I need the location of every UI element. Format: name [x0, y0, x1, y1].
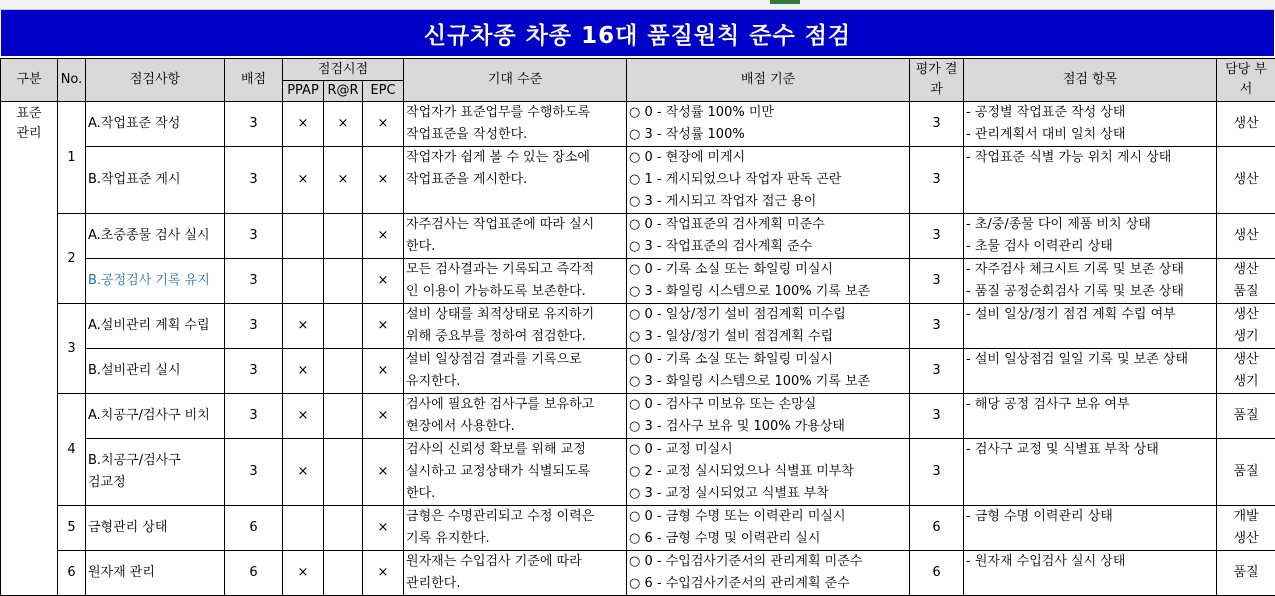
rr-cell[interactable]: × — [324, 147, 363, 214]
scoring-criteria-cell[interactable]: ○ 0 - 교정 미실시 ○ 2 - 교정 실시되었으나 식별표 미부착 ○ 3 - 교정 실시되었고 식별표 부착 — [627, 439, 910, 506]
scoring-criteria-cell[interactable]: ○ 0 - 기록 소실 또는 화일링 미실시 ○ 3 - 화일링 시스템으로 100% 기록 보존 — [627, 259, 910, 304]
column-selection-indicator — [770, 0, 800, 4]
table-row — [1, 102, 1275, 147]
expected-level-cell[interactable]: 작업자가 표준업무를 수행하도록 작업표준을 작성한다. — [404, 102, 627, 147]
check-points-cell[interactable]: - 설비 일상/정기 점검 계획 수립 여부 — [964, 304, 1217, 349]
evaluation-result-cell[interactable]: 3 — [910, 102, 964, 147]
epc-cell[interactable]: × — [363, 506, 404, 551]
department-cell[interactable]: 품질 — [1217, 551, 1275, 596]
group-number-cell[interactable]: 2 — [58, 214, 86, 304]
expected-level-cell[interactable]: 검사의 신뢰성 확보를 위해 교정 실시하고 교정상태가 식별되도록 한다. — [404, 439, 627, 506]
score-cell[interactable]: 3 — [225, 214, 283, 259]
table-row — [1, 551, 1275, 596]
check-item-cell[interactable]: B.공정검사 기록 유지 — [86, 259, 225, 304]
ppap-cell[interactable] — [283, 506, 324, 551]
expected-level-cell[interactable]: 설비 일상점검 결과를 기록으로 유지한다. — [404, 349, 627, 394]
check-item-cell[interactable]: A.설비관리 계획 수립 — [86, 304, 225, 349]
table-row — [1, 147, 1275, 214]
rr-cell[interactable] — [324, 439, 363, 506]
group-number-cell[interactable]: 3 — [58, 304, 86, 394]
check-item-cell[interactable]: B.작업표준 게시 — [86, 147, 225, 214]
epc-cell[interactable]: × — [363, 394, 404, 439]
ppap-cell[interactable]: × — [283, 439, 324, 506]
department-cell[interactable]: 생산 — [1217, 147, 1275, 214]
epc-cell[interactable]: × — [363, 439, 404, 506]
score-cell[interactable]: 3 — [225, 304, 283, 349]
category-cell[interactable]: 표준 관리 — [1, 102, 58, 596]
epc-cell[interactable]: × — [363, 349, 404, 394]
department-cell[interactable]: 생산 — [1217, 214, 1275, 259]
evaluation-result-cell[interactable]: 3 — [910, 147, 964, 214]
checklist-table — [0, 58, 1275, 596]
rr-cell[interactable] — [324, 349, 363, 394]
evaluation-result-cell[interactable]: 3 — [910, 394, 964, 439]
ppap-cell[interactable] — [283, 259, 324, 304]
expected-level-cell[interactable]: 자주검사는 작업표준에 따라 실시 한다. — [404, 214, 627, 259]
epc-cell[interactable]: × — [363, 102, 404, 147]
evaluation-result-cell[interactable]: 6 — [910, 551, 964, 596]
header-dept[interactable]: 담당 부서 — [1217, 59, 1275, 102]
evaluation-result-cell[interactable]: 3 — [910, 259, 964, 304]
header-ppap[interactable]: PPAP — [283, 81, 324, 102]
department-cell[interactable]: 생산 생기 — [1217, 304, 1275, 349]
check-item-cell[interactable]: B.치공구/검사구 검교정 — [86, 439, 225, 506]
expected-level-cell[interactable]: 작업자가 쉽게 볼 수 있는 장소에 작업표준을 게시한다. — [404, 147, 627, 214]
rr-cell[interactable] — [324, 551, 363, 596]
expected-level-cell[interactable]: 모든 검사결과는 기록되고 즉각적 인 이용이 가능하도록 보존한다. — [404, 259, 627, 304]
scoring-criteria-cell[interactable]: ○ 0 - 수입검사기준서의 관리계획 미준수 ○ 6 - 수입검사기준서의 관리계획 준수 — [627, 551, 910, 596]
department-cell[interactable]: 품질 — [1217, 394, 1275, 439]
rr-cell[interactable] — [324, 506, 363, 551]
department-cell[interactable]: 품질 — [1217, 439, 1275, 506]
check-item-cell[interactable]: A.치공구/검사구 비치 — [86, 394, 225, 439]
group-number-cell[interactable]: 4 — [58, 394, 86, 506]
group-number-cell[interactable]: 5 — [58, 506, 86, 551]
group-number-cell[interactable]: 1 — [58, 102, 86, 214]
expected-level-cell[interactable]: 설비 상태를 최적상태로 유지하기 위해 중요부를 정하여 점검한다. — [404, 304, 627, 349]
check-points-cell[interactable]: - 공정별 작업표준 작성 상태 - 관리계획서 대비 일치 상태 — [964, 102, 1217, 147]
ppap-cell[interactable]: × — [283, 102, 324, 147]
rr-cell[interactable] — [324, 304, 363, 349]
rr-cell[interactable] — [324, 394, 363, 439]
epc-cell[interactable]: × — [363, 214, 404, 259]
ppap-cell[interactable]: × — [283, 349, 324, 394]
epc-cell[interactable]: × — [363, 259, 404, 304]
score-cell[interactable]: 3 — [225, 102, 283, 147]
department-cell[interactable]: 개발 생산 — [1217, 506, 1275, 551]
expected-level-cell[interactable]: 검사에 필요한 검사구를 보유하고 현장에서 사용한다. — [404, 394, 627, 439]
check-points-cell[interactable]: - 자주검사 체크시트 기록 및 보존 상태 - 품질 공정순회검사 기록 및 보존 상태 — [964, 259, 1217, 304]
epc-cell[interactable]: × — [363, 304, 404, 349]
rr-cell[interactable] — [324, 259, 363, 304]
score-cell[interactable]: 3 — [225, 439, 283, 506]
epc-cell[interactable]: × — [363, 551, 404, 596]
scoring-criteria-cell[interactable]: ○ 0 - 현장에 미게시 ○ 1 - 게시되었으나 작업자 판독 곤란 ○ 3 - 게시되고 작업자 접근 용이 — [627, 147, 910, 214]
evaluation-result-cell[interactable]: 3 — [910, 349, 964, 394]
check-points-cell[interactable]: - 작업표준 식별 가능 위치 게시 상태 — [964, 147, 1217, 214]
evaluation-result-cell[interactable]: 6 — [910, 506, 964, 551]
check-item-cell[interactable]: A.초중종물 검사 실시 — [86, 214, 225, 259]
evaluation-result-cell[interactable]: 3 — [910, 304, 964, 349]
table-row — [1, 506, 1275, 551]
header-score[interactable]: 배점 — [225, 59, 283, 102]
header-timing[interactable]: 점검시점 — [283, 59, 404, 81]
scoring-criteria-cell[interactable]: ○ 0 - 작성률 100% 미만 ○ 3 - 작성률 100% — [627, 102, 910, 147]
evaluation-result-cell[interactable]: 3 — [910, 439, 964, 506]
check-points-cell[interactable]: - 금형 수명 이력관리 상태 — [964, 506, 1217, 551]
score-cell[interactable]: 3 — [225, 349, 283, 394]
score-cell[interactable]: 6 — [225, 551, 283, 596]
table-row — [1, 394, 1275, 439]
scoring-criteria-cell[interactable]: ○ 0 - 검사구 미보유 또는 손망실 ○ 3 - 검사구 보유 및 100% 가용상태 — [627, 394, 910, 439]
header-epc[interactable]: EPC — [363, 81, 404, 102]
check-points-cell[interactable]: - 원자재 수입검사 실시 상태 — [964, 551, 1217, 596]
table-row — [1, 214, 1275, 259]
ppap-cell[interactable]: × — [283, 551, 324, 596]
scoring-criteria-cell[interactable]: ○ 0 - 작업표준의 검사계획 미준수 ○ 3 - 작업표준의 검사계획 준수 — [627, 214, 910, 259]
header-expected[interactable]: 기대 수준 — [404, 59, 627, 102]
scoring-criteria-cell[interactable]: ○ 0 - 일상/정기 설비 점검계획 미수립 ○ 3 - 일상/정기 설비 점검계획 수립 — [627, 304, 910, 349]
ppap-cell[interactable]: × — [283, 304, 324, 349]
score-cell[interactable]: 3 — [225, 147, 283, 214]
check-points-cell[interactable]: - 초/중/종물 다이 제품 비치 상태 - 초물 검사 이력관리 상태 — [964, 214, 1217, 259]
header-category[interactable]: 구분 — [1, 59, 58, 102]
table-row — [1, 349, 1275, 394]
header-check[interactable]: 점검 항목 — [964, 59, 1217, 102]
department-cell[interactable]: 생산 생기 — [1217, 349, 1275, 394]
page-title: 신규차종 차종 16대 품질원칙 준수 점검 — [1, 10, 1274, 56]
department-cell[interactable]: 생산 품질 — [1217, 259, 1275, 304]
spreadsheet-top-strip — [0, 0, 1275, 10]
check-points-cell[interactable]: - 해당 공정 검사구 보유 여부 — [964, 394, 1217, 439]
ppap-cell[interactable] — [283, 214, 324, 259]
table-row — [1, 304, 1275, 349]
score-cell[interactable]: 3 — [225, 259, 283, 304]
header-result[interactable]: 평가 결과 — [910, 59, 964, 102]
check-item-cell[interactable]: 금형관리 상태 — [86, 506, 225, 551]
check-item-cell[interactable]: B.설비관리 실시 — [86, 349, 225, 394]
check-points-cell[interactable]: - 검사구 교정 및 식별표 부착 상태 — [964, 439, 1217, 506]
ppap-cell[interactable]: × — [283, 147, 324, 214]
epc-cell[interactable]: × — [363, 147, 404, 214]
table-row — [1, 439, 1275, 506]
check-item-cell[interactable]: 원자재 관리 — [86, 551, 225, 596]
check-points-cell[interactable]: - 설비 일상점검 일일 기록 및 보존 상태 — [964, 349, 1217, 394]
scoring-criteria-cell[interactable]: ○ 0 - 기록 소실 또는 화일링 미실시 ○ 3 - 화일링 시스템으로 100% 기록 보존 — [627, 349, 910, 394]
department-cell[interactable]: 생산 — [1217, 102, 1275, 147]
rr-cell[interactable]: × — [324, 102, 363, 147]
score-cell[interactable]: 3 — [225, 394, 283, 439]
evaluation-result-cell[interactable]: 3 — [910, 214, 964, 259]
score-cell[interactable]: 6 — [225, 506, 283, 551]
scoring-criteria-cell[interactable]: ○ 0 - 금형 수명 또는 이력관리 미실시 ○ 6 - 금형 수명 및 이력관리 실시 — [627, 506, 910, 551]
expected-level-cell[interactable]: 금형은 수명관리되고 수정 이력은 기록 유지한다. — [404, 506, 627, 551]
table-row — [1, 259, 1275, 304]
expected-level-cell[interactable]: 원자재는 수입검사 기준에 따라 관리한다. — [404, 551, 627, 596]
header-criteria[interactable]: 배점 기준 — [627, 59, 910, 102]
rr-cell[interactable] — [324, 214, 363, 259]
ppap-cell[interactable]: × — [283, 394, 324, 439]
header-item[interactable]: 점검사항 — [86, 59, 225, 102]
check-item-cell[interactable]: A.작업표준 작성 — [86, 102, 225, 147]
header-rr[interactable]: R@R — [324, 81, 363, 102]
group-number-cell[interactable]: 6 — [58, 551, 86, 596]
header-no[interactable]: No. — [58, 59, 86, 102]
